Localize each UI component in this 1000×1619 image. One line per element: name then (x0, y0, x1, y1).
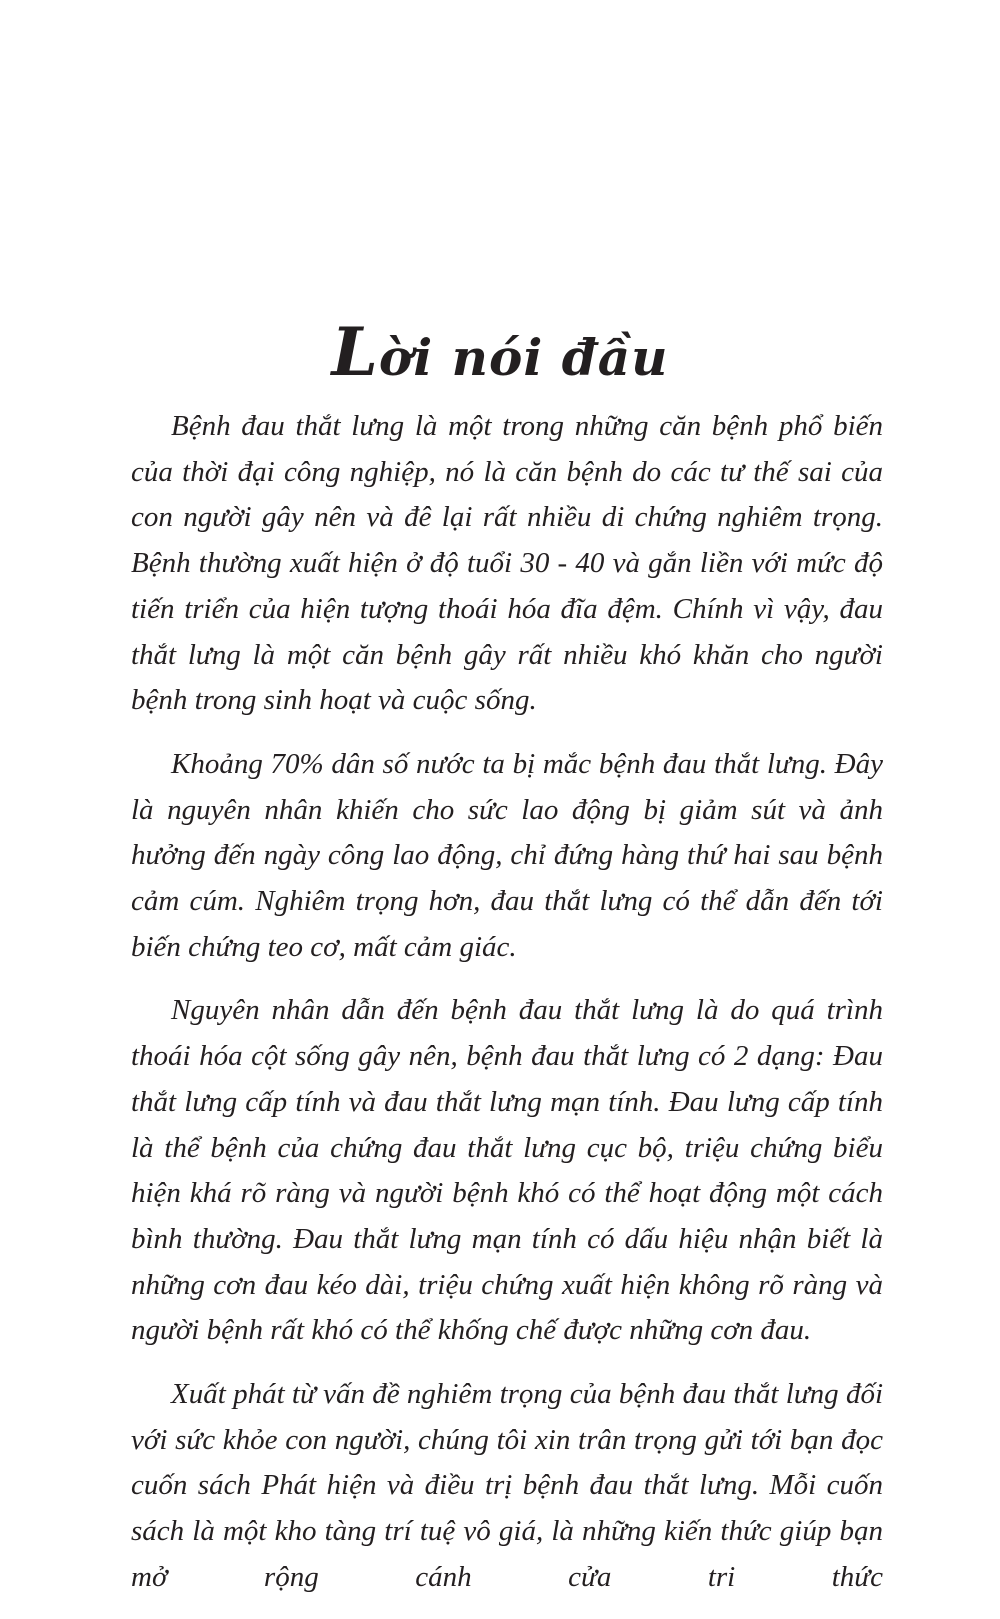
paragraph: Khoảng 70% dân số nước ta bị mắc bệnh đau thắt lưng. Đây là nguyên nhân khiến cho sức lao động bị giảm sút và ảnh hưởng đến ngày công lao động, chỉ đứng hàng thứ hai sau bệnh cảm cúm. Nghiêm trọng hơn, đau thắt lưng có thể dẫn đến tới biến chứng teo cơ, mất cảm giác. (131, 747, 883, 963)
preface-body (131, 404, 883, 1619)
title-initial: L (331, 312, 379, 391)
paragraph: Nguyên nhân dẫn đến bệnh đau thắt lưng là do quá trình thoái hóa cột sống gây nên, bệnh đau thắt lưng có 2 dạng: Đau thắt lưng cấp tính và đau thắt lưng mạn tính. Đau lưng cấp tính là thể bệnh của chứng đau thắt lưng cục bộ, triệu chứng biểu hiện khá rõ ràng và người bệnh khó có thể hoạt động một cách bình thường. Đau thắt lưng mạn tính có dấu hiệu nhận biết là những cơn đau kéo dài, triệu chứng xuất hiện không rõ ràng và người bệnh rất khó có thể khống chế được những cơn đau. (131, 994, 883, 1347)
paragraph: Bệnh đau thắt lưng là một trong những căn bệnh phổ biến của thời đại công nghiệp, nó là căn bệnh do các tư thế sai của con người gây nên và đê lại rất nhiều di chứng nghiêm trọng. Bệnh thường xuất hiện ở độ tuổi 30 - 40 và gắn liền với mức độ tiến triển của hiện tượng thoái hóa đĩa đệm. Chính vì vậy, đau thắt lưng là một căn bệnh gây rất nhiều khó khăn cho người bệnh trong sinh hoạt và cuộc sống. (131, 410, 883, 717)
page-title (0, 312, 1000, 393)
title-rest: ời nói đầu (378, 327, 669, 387)
paragraph: Xuất phát từ vấn đề nghiêm trọng của bệnh đau thắt lưng đối với sức khỏe con người, chúng tôi xin trân trọng gửi tới bạn đọc cuốn sách Phát hiện và điều trị bệnh đau thắt lưng. Mỗi cuốn sách là một kho tàng trí tuệ vô giá, là những kiến thức giúp bạn mở rộng cánh cửa tri thức (131, 1378, 883, 1593)
